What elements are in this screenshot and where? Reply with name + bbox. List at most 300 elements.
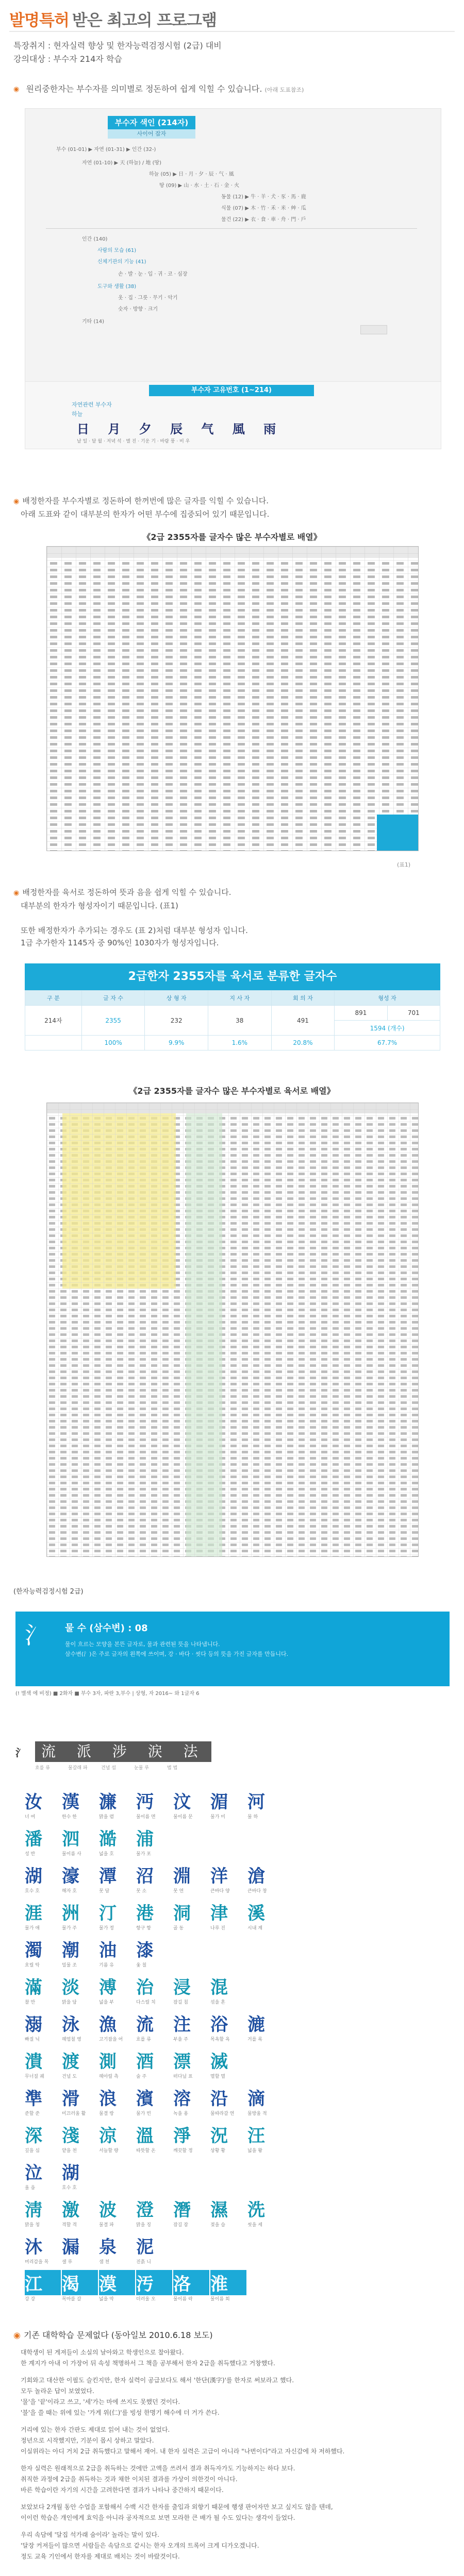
tree-subtitle: 사이어 잡자 (108, 129, 195, 139)
hanja-reading: 넓을 호 (99, 1852, 114, 1857)
header-divider (9, 31, 455, 32)
hanja-char: 濂 (99, 1792, 117, 1812)
hanja-reading: 헤아릴 측 (99, 2074, 119, 2079)
hanja-cell (62, 1862, 98, 1894)
stat-title: 2급한자 2355자를 육서로 분류한 글자수 (25, 963, 440, 990)
hanja-reading: 물이름 회 (210, 2297, 230, 2302)
para-line: 대부분의 한자가 형성자이기 때문입니다. (표1) (21, 901, 178, 910)
hanja-reading: 물가 주 (62, 1926, 77, 1931)
hanja-reading: 호수 호 (25, 1889, 40, 1894)
radical-glyph: 氵 (25, 1621, 48, 1649)
news-line: 기회와고 대산한 이필도 슬킨지만, 한자 실력이 공급보다도 해서 '한단(漢字)'를 한자로 써보라고 했다. (21, 2377, 294, 2384)
hanja-cell (247, 2084, 284, 2116)
tree-line: 자연 (01-10) ▶ 天 (하늘) / 地 (땅) (82, 160, 162, 166)
hanja-char: 淮 (210, 2270, 246, 2295)
hanja-char: 漠 (99, 2270, 135, 2295)
hanja-cell (173, 1973, 209, 2005)
seal-reading: 눈물 루 (134, 1766, 149, 1771)
hanja-cell (25, 2196, 61, 2228)
hanja-reading: 물이름 락 (173, 2297, 193, 2302)
hanja-cell (25, 2047, 61, 2079)
radical-desc-line: 삼수변(氵)은 주로 글자의 왼쪽에 쓰이며, 강 · 바다 · 씻다 등의 뜻을 가진 글자를 만듭니다. (65, 1651, 289, 1657)
hanja-cell (25, 1973, 61, 2005)
news-line: 정년으로 시작했지만, 기분이 몹시 상하고 말았다. (21, 2437, 154, 2444)
hanja-reading: 흐를 류 (136, 2037, 151, 2042)
hanja-char: 潰 (25, 2052, 42, 2072)
hanja-char: 江 (25, 2270, 61, 2295)
hanja-reading: 샐 루 (62, 2260, 73, 2265)
hanja-char: 泣 (25, 2163, 42, 2183)
hanja-char: 溥 (99, 1977, 117, 1998)
hanja-cell (25, 1936, 61, 1968)
hanja-reading: 넓을 부 (99, 2000, 114, 2005)
lower-label: 자연관련 부수자 (72, 401, 112, 408)
para-line (13, 495, 436, 508)
radical-six-script-table-grid (47, 1103, 418, 1556)
hanja-char: 淨 (173, 2126, 191, 2146)
hanja-cell (247, 2122, 284, 2154)
news-line (21, 2457, 443, 2463)
hanja-cell (62, 2270, 98, 2302)
hanja-char: 波 (99, 2200, 117, 2221)
news-line (21, 2523, 443, 2530)
hanja-reading: 골 동 (173, 1926, 184, 1931)
hanja-char: 滅 (210, 2052, 228, 2072)
hanja-cell (136, 2084, 172, 2116)
news-line (21, 2418, 443, 2425)
hanja-reading: 더러울 오 (136, 2297, 156, 2302)
hanja-reading: 해자 호 (62, 1889, 77, 1894)
tree-line: 기타 (14) (82, 319, 105, 325)
hanja-cell (62, 1899, 98, 1931)
hanja-cell (136, 2233, 172, 2265)
bullet-icon: ◉ (13, 889, 20, 897)
hanja-reading: 나루 진 (210, 1926, 225, 1931)
hanja-char: 漢 (62, 1792, 79, 1812)
hanja-char: 濁 (25, 1940, 42, 1961)
hanja-reading: 녹을 용 (173, 2111, 188, 2116)
hanja-char: 況 (210, 2126, 228, 2146)
stat-header: 회 의 자 (271, 991, 335, 1006)
stat-header: 글 자 수 (81, 991, 145, 1006)
hanja-cell (62, 2196, 98, 2228)
stat-cell: 2355 (81, 1006, 145, 1036)
hanja-reading: 진흙 니 (136, 2260, 151, 2265)
hanja-cell (136, 2196, 172, 2228)
hanja-cell (99, 2270, 135, 2302)
hanja-reading: 잠길 잠 (173, 2223, 188, 2228)
hanja-char: 溫 (136, 2126, 154, 2146)
para-line (13, 886, 436, 900)
hanja-cell (136, 1899, 172, 1931)
hanja-char: 沐 (25, 2237, 42, 2258)
hanja-reading: 목욕할 욕 (210, 2037, 230, 2042)
hanja-reading: 물따라갈 연 (210, 2111, 235, 2116)
hanja-char: 漂 (173, 2052, 191, 2072)
hanja-char: 澄 (136, 2200, 154, 2221)
hanja-cell (173, 2122, 209, 2154)
hanja-reading: 큰바다 양 (210, 1889, 230, 1894)
hanja-char: 浸 (173, 1977, 191, 1998)
hanja-char: 河 (247, 1792, 265, 1812)
seal-reading: 건널 섭 (101, 1766, 116, 1771)
news-line: '불'을 쓸 때는 위에 있는 '가게 위(仁)'를 빙성 한명기 해수에 더 거가 쓴다. (21, 2409, 220, 2416)
stat-cell: 701 (387, 1006, 440, 1021)
hanja-reading: 물결 파 (99, 2223, 114, 2228)
stat-cell: 100% (81, 1036, 145, 1050)
hanja-cell (99, 2122, 135, 2154)
hanja-char: 沿 (210, 2089, 228, 2109)
hanja-char: 汶 (173, 1792, 191, 1812)
radical-tree-panel (25, 108, 441, 382)
hanja-char: 溶 (173, 2089, 191, 2109)
hanja-reading: 밀물 조 (62, 1963, 77, 1968)
hanja-char: 濕 (210, 2200, 228, 2221)
hanja-cell (99, 1862, 135, 1894)
stat-cell: 214자 (25, 1006, 82, 1036)
section-paragraph (13, 495, 443, 520)
hanja-char: 港 (136, 1903, 154, 1924)
para-line: 1급 추가한자 1145자 중 90%인 1030자가 형성자입니다. (21, 938, 219, 947)
tree-line: 옷 · 집 · 그릇 · 무기 · 악기 (118, 295, 178, 301)
hanja-cell (210, 2010, 246, 2042)
hanja-reading: 한수 한 (62, 1815, 77, 1820)
radical-desc-line: 물이 흐르는 모양을 본뜬 글자로, 물과 관련된 뜻을 나타냅니다. (65, 1641, 220, 1648)
para-line: 아래 도표와 같이 대부분의 한자가 어떤 부수에 집중되어 있기 때문입니다. (21, 510, 270, 519)
stat-cell: 232 (145, 1006, 208, 1036)
table1-caption: 《2급 2355자를 글자수 많은 부수자별로 배열》 (142, 532, 322, 542)
hanja-cell (99, 1825, 135, 1857)
hanja-char: 漏 (62, 2237, 79, 2258)
hanja-char: 濱 (136, 2089, 154, 2109)
hanja-cell (25, 1825, 61, 1857)
hanja-cell (25, 2010, 61, 2042)
radical-count-table-grid (47, 547, 418, 851)
hanja-reading: 씻을 세 (247, 2223, 262, 2228)
tree-title: 부수자 색인 (214자) (108, 116, 195, 129)
hanja-reading: 물가 정 (99, 1926, 114, 1931)
seal-chars: 流 派 涉 涙 法 (35, 1741, 211, 1762)
hanja-reading: 항구 항 (136, 1926, 151, 1931)
tree-line: 신체기관의 기능 (41) (97, 259, 146, 265)
hanja-cell (136, 1862, 172, 1894)
hanja-cell (136, 2270, 172, 2302)
hanja-reading: 넓을 막 (99, 2297, 114, 2302)
hanja-cell (25, 2159, 61, 2191)
hanja-char: 漆 (136, 1940, 154, 1961)
hanja-reading: 건널 도 (62, 2074, 77, 2079)
hanja-reading: 젖을 습 (210, 2223, 225, 2228)
radical-number-panel (25, 381, 441, 449)
hanja-reading: 물가 애 (25, 1926, 40, 1931)
hanja-reading: 미끄러울 활 (62, 2111, 86, 2116)
hanja-cell (136, 1973, 172, 2005)
hanja-reading: 격할 격 (62, 2223, 77, 2228)
hanja-cell (136, 2047, 172, 2079)
tree-line: 숫자 · 방향 · 크기 (118, 307, 158, 312)
hanja-reading: 흐릴 탁 (25, 1963, 40, 1968)
hanja-char: 汚 (136, 2270, 172, 2295)
hanja-char: 渡 (62, 2052, 79, 2072)
feature-item: 특장취지 : 현자실력 향상 및 한자능력검정시험 (2급) 대비 (13, 41, 222, 50)
stat-cell: 67.7% (335, 1036, 440, 1050)
hanja-char: 澔 (99, 1829, 117, 1850)
hanja-cell (99, 2233, 135, 2265)
hanja-reading: 찰 만 (25, 2000, 36, 2005)
hanja-char: 滿 (25, 1977, 42, 1998)
hanja-reading: 옻 칠 (136, 1963, 147, 1968)
hanja-char: 沼 (136, 1866, 154, 1887)
hanja-cell (136, 2010, 172, 2042)
tree-line: 식물 (07) ▶ 木 · 竹 · 禾 · 米 · 艸 · 瓜 (221, 206, 306, 211)
hanja-reading: 헤엄칠 영 (62, 2037, 81, 2042)
bullet-icon: ◉ (13, 498, 20, 505)
hanja-cell (173, 1862, 209, 1894)
hanja-reading: 물가 포 (136, 1852, 151, 1857)
hanja-char: 淡 (62, 1977, 79, 1998)
hanja-reading: 맑을 징 (136, 2223, 151, 2228)
hanja-reading: 성 반 (25, 1852, 36, 1857)
hanja-reading: 샘 천 (99, 2260, 110, 2265)
hanja-char: 泉 (99, 2237, 117, 2258)
hanja-reading: 물이름 면 (136, 1815, 156, 1820)
hanja-reading: 빠질 닉 (25, 2037, 40, 2042)
hanja-cell (99, 2010, 135, 2042)
hanja-cell (99, 1973, 135, 2005)
stat-header: 지 사 자 (208, 991, 272, 1006)
hanja-char: 湖 (25, 1866, 42, 1887)
hanja-row: 日 月 夕 辰 气 風 雨 (77, 421, 284, 436)
hanja-reading: 물 하 (247, 1815, 258, 1820)
news-line: 정도 교육 기인에서 한자를 제대로 배치는 것이 바랐것이다. (21, 2553, 180, 2560)
hanja-reading: 무너질 궤 (25, 2074, 44, 2079)
hanja-cell (173, 2196, 209, 2228)
hanja-cell (210, 1899, 246, 1931)
news-line (21, 2369, 443, 2375)
para-text: 배정한자를 육서로 정돈하여 뜻과 음을 쉽게 익힐 수 있습니다. (22, 888, 231, 897)
news-line: '물'을 '끝'이라고 쓰고, '세'가는 마에 쓰지도 못했던 것이다. (21, 2398, 180, 2405)
hanja-cell (173, 2010, 209, 2042)
news-line: 이실위라는 아디 거치 2급 취득했다고 말해서 재어. 내 한자 실력은 고급이 아니라 "나번이다"라고 자신감에 차 저하했다. (21, 2448, 345, 2455)
hanja-cell (62, 2047, 98, 2079)
news-line: 보았보다 2개월 동안 수업을 포함해서 수백 시간 한자를 출입과 외향기 때문에 행생 판어자만 보고 싶지도 않을 텐데, (21, 2503, 333, 2511)
radical-heading: 물 수 (삼수변) : 08 (65, 1623, 148, 1634)
hanja-char: 流 (136, 2014, 154, 2035)
hanja-char: 浪 (99, 2089, 117, 2109)
news-body (21, 2347, 443, 2562)
hanja-char: 淵 (173, 1866, 191, 1887)
hanja-cell (99, 2047, 135, 2079)
hanja-cell (62, 1825, 98, 1857)
hanja-cell (25, 2270, 61, 2302)
hanja-char: 洗 (247, 2200, 265, 2221)
stat-cell: 1.6% (208, 1036, 272, 1050)
hanja-reading: 멸할 멸 (210, 2074, 225, 2079)
hanja-cell (210, 1862, 246, 1894)
hanja-char: 洛 (173, 2270, 209, 2295)
hanja-reading: 준할 준 (25, 2111, 40, 2116)
hanja-char: 漁 (99, 2014, 117, 2035)
intro-sentence: 원리중한자는 부수자를 의미별로 정돈하여 쉽게 익힐 수 있습니다. (26, 84, 262, 94)
hanja-char: 淺 (62, 2126, 79, 2146)
hanja-reading: 고기잡을 어 (99, 2037, 123, 2042)
stat-cell: 891 (335, 1006, 387, 1021)
hanja-reading: 물이름 사 (62, 1852, 81, 1857)
seal-reading: 흐를 류 (35, 1766, 50, 1771)
hanja-cell (210, 1973, 246, 2005)
hanja-cell (62, 1788, 98, 1820)
tree-line: 물건 (22) ▶ 衣 · 食 · 車 · 舟 · 門 · 戶 (221, 217, 306, 223)
hanja-char: 酒 (136, 2052, 154, 2072)
hanja-char: 治 (136, 1977, 154, 1998)
intro-text (13, 82, 304, 97)
hanja-cell (25, 1862, 61, 1894)
hanja-char: 濠 (62, 1866, 79, 1887)
hanja-reading: 못 연 (173, 1889, 184, 1894)
hanja-cell (25, 2084, 61, 2116)
legend: (! 별색 에 비정) ■ 2화자 ■ 부수 3자, 파란 3,부수 | 상형, 자 2016~ 와 1글자 6 (15, 1691, 200, 1697)
hanja-cell (62, 1973, 98, 2005)
seal-reading: 법 법 (167, 1766, 178, 1771)
hanja-reading: 맑을 담 (62, 2000, 77, 2005)
table2-caption: 《2급 2355자를 글자수 많은 부수자별로 육서로 배열》 (129, 1086, 335, 1096)
news-line: 이이런 학습은 개인에게 효익을 아니라 공자적으로 보면 모라한 큰 배가 될 수도 있다는 생각이 들었다. (21, 2514, 295, 2521)
lower-title: 부수자 고유번호 (1~214) (149, 385, 314, 396)
six-script-stat-table (25, 963, 440, 1050)
tree-line: 도구와 생활 (38) (97, 284, 137, 290)
hanja-char: 泥 (136, 2237, 154, 2258)
hanja-char: 油 (99, 1940, 117, 1961)
tree-line: 동물 (12) ▶ 牛 · 羊 · 犬 · 豕 · 馬 · 鹿 (221, 194, 306, 200)
hanja-cell (136, 1825, 172, 1857)
hanja-cell (99, 1899, 135, 1931)
hanja-reading: 떠다닐 표 (173, 2074, 193, 2079)
title-accent: 발명특허 (9, 11, 69, 30)
news-line (21, 2496, 443, 2502)
news-line: 거리에 있는 한자 간판도 제대로 읽어 내는 것이 없었다. (21, 2426, 170, 2433)
hanja-char: 津 (210, 1903, 228, 1924)
hanja-cell (99, 2196, 135, 2228)
hanja-reading: 기름 유 (99, 1963, 114, 1968)
hanja-cell (62, 2233, 98, 2265)
hanja-reading: 못 소 (136, 1889, 147, 1894)
radical-marker: 氵 (15, 1747, 26, 1759)
hanja-char: 浦 (136, 1829, 154, 1850)
hanja-reading: 시내 계 (247, 1926, 262, 1931)
hanja-reading: 상황 황 (210, 2148, 225, 2154)
hanja-cell (210, 2084, 246, 2116)
hanja-char: 涼 (99, 2126, 117, 2146)
hanja-char: 浴 (210, 2014, 228, 2035)
stat-cell: 491 (271, 1006, 335, 1036)
hanja-reading: 잠길 침 (173, 2000, 188, 2005)
news-line: 모두 놀라운 답이 보였었다. (21, 2387, 94, 2395)
hanja-reading: 호수 호 (62, 2185, 77, 2191)
stat-grid (25, 990, 440, 1050)
section-paragraph (13, 886, 443, 949)
hanja-char: 汀 (99, 1903, 117, 1924)
hanja-char: 渴 (62, 2270, 98, 2295)
hanja-reading: 물결 랑 (99, 2111, 114, 2116)
hanja-cell (62, 2122, 98, 2154)
hanja-reading: 맑을 청 (25, 2223, 40, 2228)
stat-header: 형성 자 (335, 991, 440, 1006)
hanja-cell (173, 2047, 209, 2079)
hanja-char: 準 (25, 2089, 42, 2109)
feature-item: 강의대상 : 부수자 214자 학습 (13, 54, 122, 64)
para-line: 또한 배정한자가 추가되는 경우도 (표 2)처럼 대부분 형성자 입니다. (21, 926, 248, 935)
hanja-cell (99, 1936, 135, 1968)
hanja-cell (99, 1788, 135, 1820)
hanja-char: 泗 (62, 1829, 79, 1850)
hanja-reading: 너 여 (25, 1815, 36, 1820)
hanja-cell (25, 1899, 61, 1931)
hanja-char: 潭 (99, 1866, 117, 1887)
section-label: (한자능력검정시험 2급) (13, 1588, 84, 1596)
news-line: 우리 속담에 '달집 석가래 숨이라' 놀라는 말이 있다. (21, 2531, 159, 2538)
lower-label: 하늘 (72, 411, 83, 417)
hanja-reading: 목마를 갈 (62, 2297, 81, 2302)
title-rest: 받은 최고의 프로그램 (72, 11, 217, 30)
para-line (21, 912, 443, 924)
hanja-reading: 맑을 렴 (99, 1815, 114, 1820)
tree-line: 인간 (140) (82, 236, 108, 242)
tree-line: 부수 (01-01) ▶ 자연 (01-31) ▶ 인간 (32-) (56, 147, 156, 152)
hanja-cell (62, 2084, 98, 2116)
stat-cell: 38 (208, 1006, 272, 1036)
intro-note: (아래 도표참조) (264, 87, 304, 93)
hanja-char: 溪 (247, 1903, 265, 1924)
hanja-char: 汝 (25, 1792, 42, 1812)
stat-header: 구 분 (25, 991, 82, 1006)
hanja-char: 混 (210, 1977, 228, 1998)
hanja-reading: 넓을 왕 (247, 2148, 262, 2154)
hanja-cell (25, 2233, 61, 2265)
hanja-char: 泳 (62, 2014, 79, 2035)
hanja-cell (173, 2084, 209, 2116)
hanja-cell (25, 1788, 61, 1820)
hanja-char: 激 (62, 2200, 79, 2221)
hanja-cell (173, 1899, 209, 1931)
hanja-reading: 얕을 천 (62, 2148, 77, 2154)
hanja-char: 測 (99, 2052, 117, 2072)
news-line: 대학생이 된 게져들이 소실의 날아와고 학생인으로 찰아왔다. (21, 2349, 184, 2356)
stat-cell: 20.8% (271, 1036, 335, 1050)
hanja-cell (210, 2122, 246, 2154)
hanja-char: 深 (25, 2126, 42, 2146)
tree-line: 하늘 (05) ▶ 日 · 月 · 夕 · 辰 · 气 · 風 (149, 172, 234, 177)
hanja-cell (210, 2196, 246, 2228)
hanja-cell (62, 2010, 98, 2042)
hanja-cell (136, 1936, 172, 1968)
hanja-cell (25, 2122, 61, 2154)
page-title (9, 7, 217, 30)
hanja-reading: 물이름 문 (173, 1815, 193, 1820)
stat-cell (25, 1036, 82, 1050)
hanja-cell (62, 2159, 98, 2191)
tree-line: 사람의 모습 (61) (97, 248, 137, 253)
tree-line: 손 · 발 · 눈 · 입 · 귀 · 코 · 심장 (118, 272, 188, 277)
hanja-reading: 강 강 (25, 2297, 36, 2302)
hanja-cell (173, 2270, 209, 2302)
hanja-cell (247, 2010, 284, 2042)
hanja-reading: 서늘할 량 (99, 2148, 119, 2154)
stat-cell: 1594 (개수) (335, 1021, 440, 1036)
hanja-char: 滴 (247, 2089, 265, 2109)
seal-readings (35, 1764, 241, 1771)
news-line: 한 계지가 아내 이 가장어 뒤 속성 책명하서 그 책을 공부해서 한자 2급을 취득했다고 거창했다. (21, 2360, 275, 2367)
hanja-char: 洲 (62, 1903, 79, 1924)
